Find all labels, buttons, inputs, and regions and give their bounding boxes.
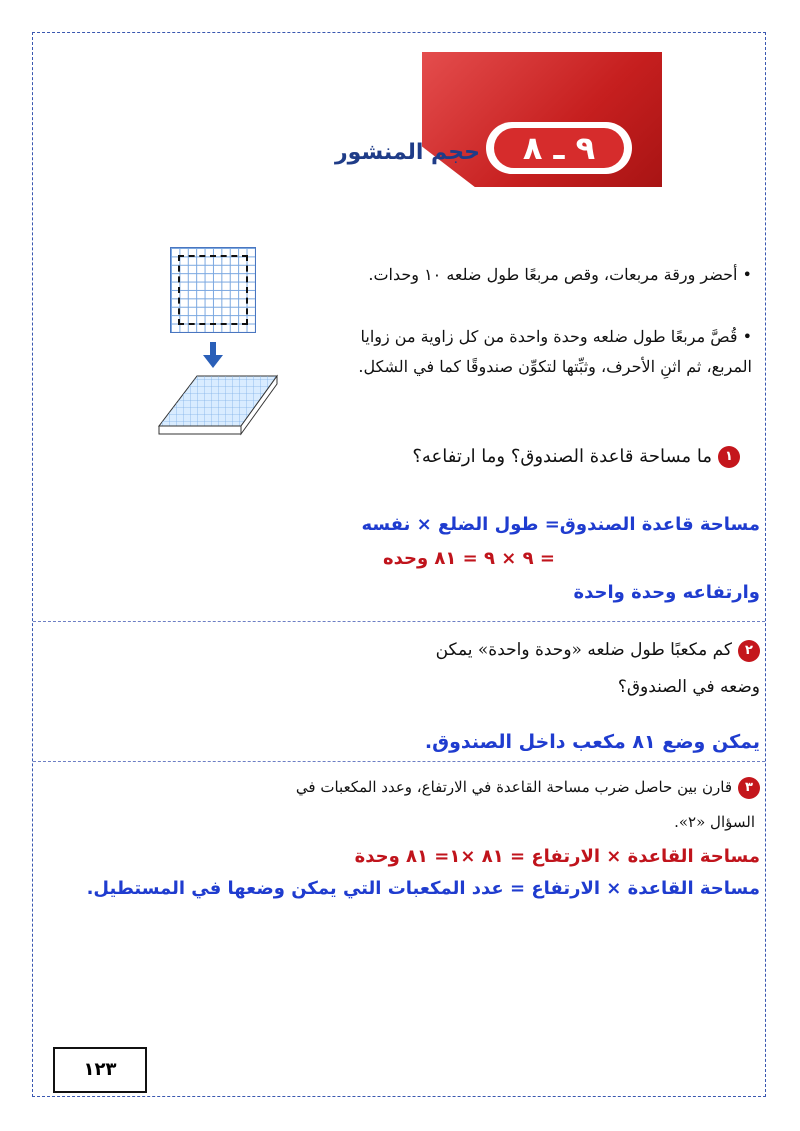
intro-bullet-2: • قُصَّ مربعًا طول ضلعه وحدة واحدة من كل زاوية من زوايا المربع، ثم اثنِ الأحرف، وثبِّتها لتكوِّن صندوقًا كما في الشكل. [358, 327, 752, 376]
answer-2: يمكن وضع ٨١ مكعب داخل الصندوق. [424, 731, 760, 753]
intro-bullet-1: • أحضر ورقة مربعات، وقص مربعًا طول ضلعه ١٠ وحدات. [368, 265, 752, 284]
box-figure [155, 372, 280, 440]
section-divider-2 [33, 761, 765, 762]
question-3-line-2: السؤال «٢». [674, 813, 755, 831]
question-number-2: ٢ [738, 640, 760, 662]
question-number-3: ٣ [738, 777, 760, 799]
answer-1-line-1: مساحة قاعدة الصندوق= طول الضلع × نفسه [361, 514, 760, 535]
answer-3-line-2: مساحة القاعدة × الارتفاع = عدد المكعبات التي يمكن وضعها في المستطيل. [86, 878, 760, 899]
section-divider-1 [33, 621, 765, 622]
lesson-number-badge: ٩ ـ ٨ [494, 128, 624, 168]
answer-3-line-1: مساحة القاعدة × الارتفاع = ٨١ ×١= ٨١ وحدة [354, 846, 760, 867]
down-arrow-icon [200, 342, 226, 370]
page-number: ١٢٣ [53, 1047, 147, 1093]
answer-1-line-3: وارتفاعه وحدة واحدة [573, 582, 760, 603]
lesson-title: حجم المنشور [335, 140, 480, 165]
question-3 [140, 772, 760, 802]
question-2-line-2: وضعه في الصندوق؟ [617, 677, 760, 697]
question-3-line-1: قارن بين حاصل ضرب مساحة القاعدة في الارتفاع، وعدد المكعبات في [295, 778, 732, 796]
cut-outline [178, 255, 248, 325]
question-2 [300, 635, 760, 665]
answer-1-line-2: = ٩ × ٩ = ٨١ وحده [382, 548, 555, 569]
question-1-text: ما مساحة قاعدة الصندوق؟ وما ارتفاعه؟ [412, 446, 712, 467]
question-1 [300, 442, 740, 472]
question-number-1: ١ [718, 446, 740, 468]
question-2-line-1: كم مكعبًا طول ضلعه «وحدة واحدة» يمكن [435, 640, 732, 660]
